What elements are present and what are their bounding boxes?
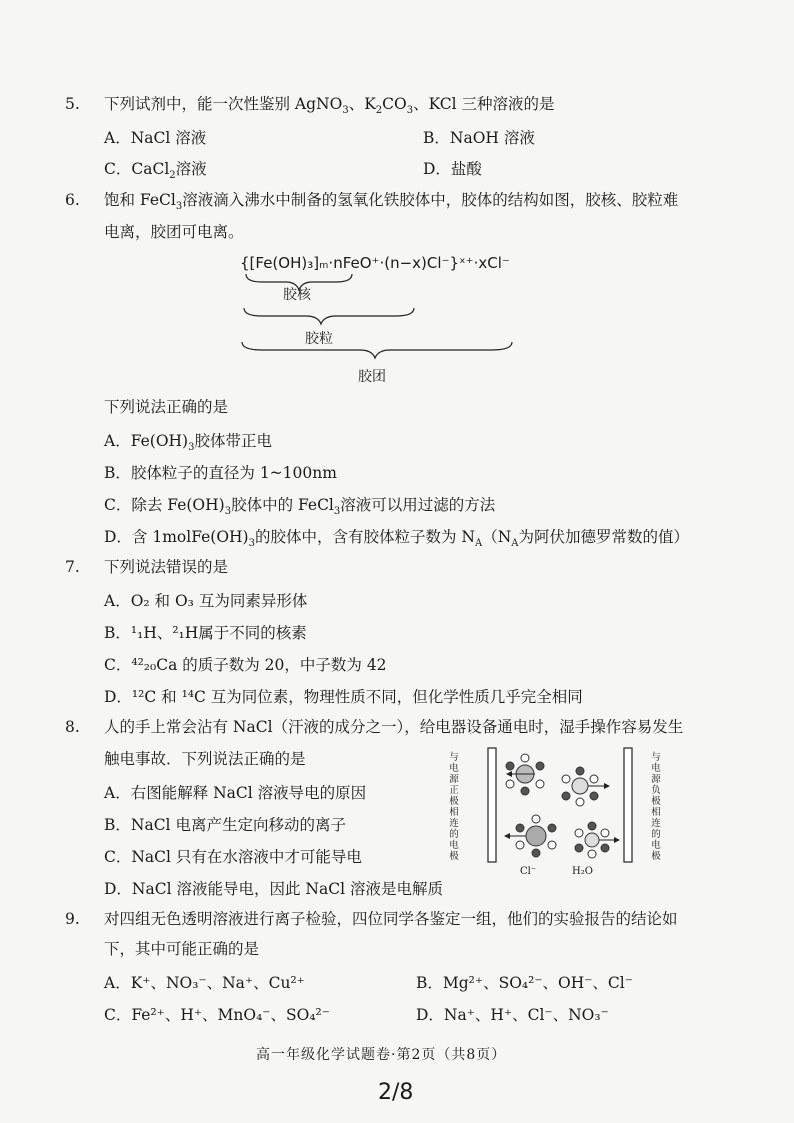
right-electrode-label: 与电源负极相连的电极	[651, 752, 661, 862]
left-electrode-label: 与电源正极相连的电极	[449, 752, 459, 862]
q6-option-c: C．除去 $Fe(OH)_3$胶体中的 FeCl$_3$溶液可以用过滤的方法	[104, 496, 496, 518]
nacl-conduction-diagram	[480, 744, 640, 884]
q9-number: 9.	[65, 910, 80, 928]
q8-option-c: C．NaCl 只有在水溶液中才可能导电	[104, 848, 362, 866]
hydrated-ion-2	[562, 767, 610, 806]
q6-ask: 下列说法正确的是	[104, 398, 229, 416]
q9-stem-line2: 下，其中可能正确的是	[104, 940, 260, 958]
q5-option-a: A．NaCl 溶液	[104, 129, 207, 147]
q7-option-a: A．O₂ 和 O₃ 互为同素异形体	[104, 592, 308, 610]
q8-option-d: D．NaCl 溶液能导电，因此 NaCl 溶液是电解质	[104, 880, 443, 898]
particle-brace	[244, 308, 414, 324]
q5-number: 5.	[65, 95, 80, 113]
q8-stem-line1: 人的手上常会沾有 NaCl（汗液的成分之一），给电器设备通电时，湿手操作容易发生	[104, 718, 684, 736]
q5-stem: 下列试剂中，能一次性鉴别 AgNO$_3$、$K_2CO_3$、KCl 三种溶液的是	[104, 95, 555, 117]
water-label: H₂O	[572, 866, 593, 877]
q7-option-b: B．¹₁H、²₁H属于不同的核素	[104, 624, 307, 642]
chloride-label: Cl⁻	[520, 866, 537, 877]
q8-number: 8.	[65, 718, 80, 736]
q6-stem-line1: 饱和 FeCl$_3$溶液滴入沸水中制备的氢氧化铁胶体中，胶体的结构如图，胶核、胶粒难	[104, 191, 679, 213]
hydrated-ion-4	[575, 822, 620, 858]
q7-option-d: D．¹²C 和 ¹⁴C 互为同位素，物理性质不同，但化学性质几乎完全相同	[104, 688, 583, 706]
q5-option-d: D．盐酸	[423, 160, 482, 178]
page-footer: 高一年级化学试题卷·第2页（共8页）	[256, 1047, 507, 1063]
q8-option-a: A．右图能解释 NaCl 溶液导电的原因	[104, 784, 367, 802]
label-micelle: 胶团	[358, 369, 386, 385]
q7-number: 7.	[65, 558, 80, 576]
q6-option-b: B．胶体粒子的直径为 1~100nm	[104, 464, 337, 482]
micelle-brace	[242, 342, 512, 358]
q9-option-a: A．K⁺、NO₃⁻、Na⁺、Cu²⁺	[104, 974, 305, 992]
q7-stem: 下列说法错误的是	[104, 558, 229, 576]
q6-option-a: A．$Fe(OH)_3$胶体带正电	[104, 432, 272, 454]
negative-electrode	[624, 748, 632, 862]
q9-option-c: C．Fe²⁺、H⁺、MnO₄⁻、SO₄²⁻	[104, 1006, 330, 1024]
label-core: 胶核	[283, 287, 311, 303]
q9-option-d: D．Na⁺、H⁺、Cl⁻、NO₃⁻	[416, 1006, 609, 1024]
colloid-structure-formula: {[Fe(OH)₃]ₘ·nFeO⁺·(n−x)Cl⁻}ˣ⁺·xCl⁻	[240, 254, 510, 272]
q5-option-c: C．CaCl$_2$溶液	[104, 160, 207, 182]
hydrated-ion-3	[504, 815, 556, 857]
q8-option-b: B．NaCl 电离产生定向移动的离子	[104, 816, 346, 834]
q6-option-d: D．含 $1molFe(OH)_3$的胶体中，含有胶体粒子数为 $N_A(N_A$为阿伏加德罗常数的值）	[104, 528, 690, 550]
colloid-brace-diagram	[236, 270, 526, 366]
page-indicator: 2/8	[378, 1080, 414, 1105]
q7-option-c: C．⁴²₂₀Ca 的质子数为 20，中子数为 42	[104, 656, 387, 674]
positive-electrode	[488, 748, 496, 862]
q9-stem-line1: 对四组无色透明溶液进行离子检验，四位同学各鉴定一组，他们的实验报告的结论如	[104, 910, 678, 928]
q6-stem-line2: 电离，胶团可电离。	[104, 223, 244, 241]
q9-option-b: B．Mg²⁺、SO₄²⁻、OH⁻、Cl⁻	[416, 974, 633, 992]
q6-number: 6.	[65, 191, 80, 209]
q5-option-b: B．NaOH 溶液	[423, 129, 535, 147]
label-particle: 胶粒	[305, 331, 333, 347]
q8-stem-line2: 触电事故．下列说法正确的是	[104, 750, 306, 768]
hydrated-ion-1	[506, 754, 544, 795]
